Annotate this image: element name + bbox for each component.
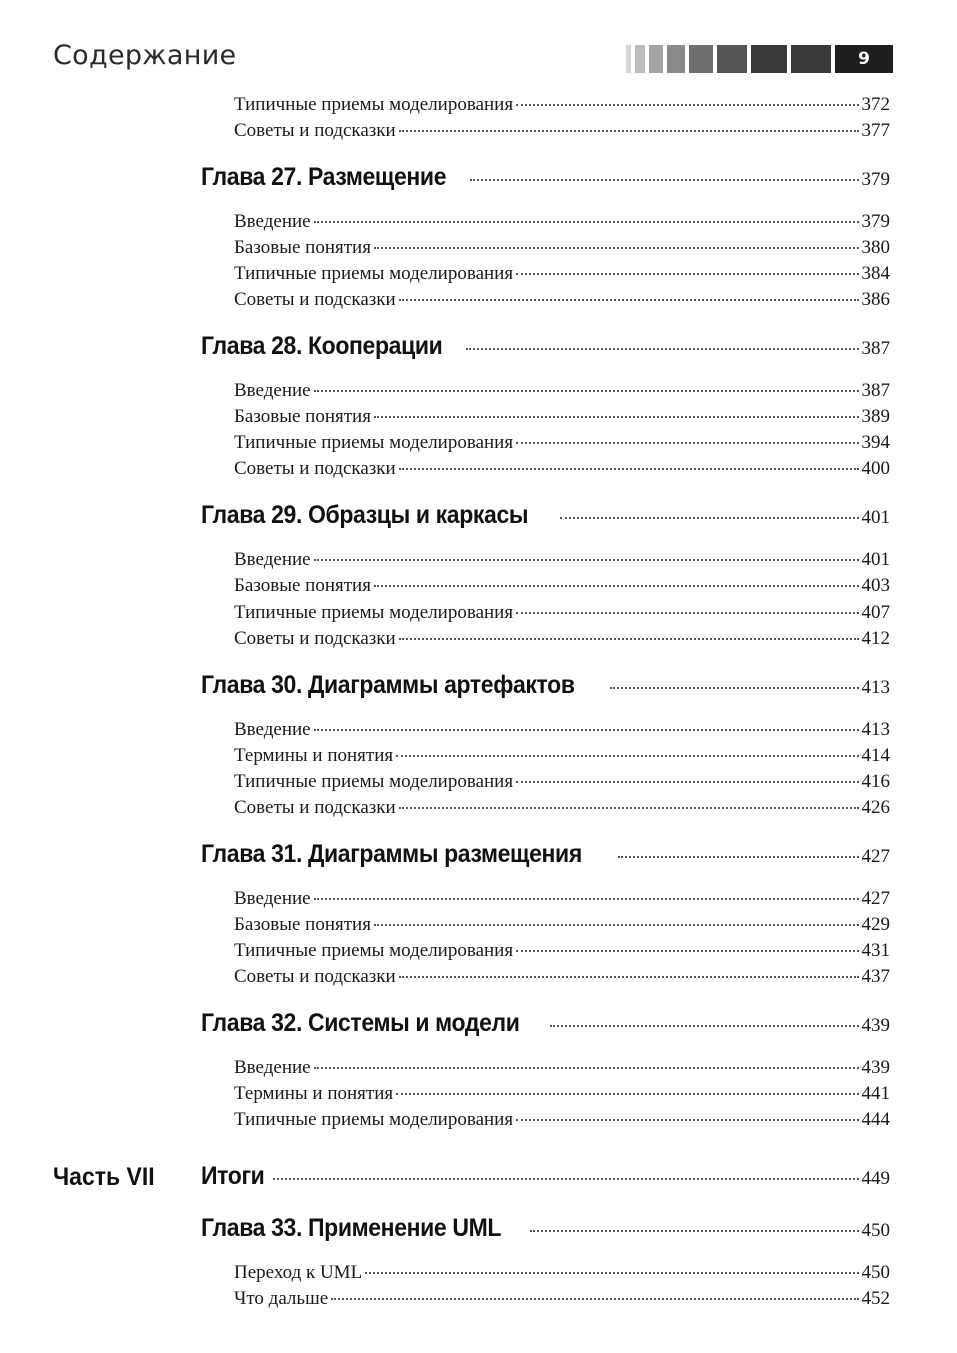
toc-chapter-page: 379 <box>861 169 890 190</box>
leader-dots <box>374 585 859 587</box>
leader-dots <box>399 468 859 470</box>
toc-entry-page: 377 <box>861 120 890 141</box>
toc-entry-page: 427 <box>861 888 890 909</box>
toc-entry-title: Типичные приемы моделирования <box>234 940 514 961</box>
toc-entry-page: 414 <box>861 745 890 766</box>
leader-dots <box>365 1272 858 1274</box>
toc-entry[interactable] <box>234 209 890 235</box>
toc-chapter-page: 401 <box>861 507 890 528</box>
leader-dots <box>374 416 859 418</box>
toc-chapter-title: Глава 30. Диаграммы артефактов <box>201 671 575 699</box>
toc-entry-page: 441 <box>861 1083 890 1104</box>
leader-dots <box>550 1025 858 1027</box>
toc-entry[interactable] <box>234 769 890 795</box>
bar-strip-2 <box>635 45 645 73</box>
leader-dots <box>610 687 858 689</box>
toc-chapter[interactable] <box>201 163 890 197</box>
toc-entry-title: Базовые понятия <box>234 914 371 935</box>
leader-dots <box>399 807 859 809</box>
bar-strip-4 <box>667 45 685 73</box>
toc-entry-title: Термины и понятия <box>234 745 394 766</box>
toc-entry-page: 394 <box>861 432 890 453</box>
toc-entry-title: Типичные приемы моделирования <box>234 94 514 115</box>
toc-entry[interactable] <box>234 430 890 456</box>
bar-strip-8 <box>791 45 831 73</box>
toc-entry[interactable] <box>234 743 890 769</box>
running-title: Содержание <box>53 40 237 71</box>
leader-dots <box>314 390 859 392</box>
toc-entry-title: Термины и понятия <box>234 1083 394 1104</box>
toc-chapter[interactable] <box>201 1214 890 1248</box>
toc-entry-page: 389 <box>861 406 890 427</box>
toc-entry-title: Типичные приемы моделирования <box>234 1109 514 1130</box>
toc-entry-page: 444 <box>861 1109 890 1130</box>
leader-dots <box>399 299 859 301</box>
toc-part-label: Часть VII <box>53 1163 155 1191</box>
toc-entry-page: 384 <box>861 263 890 284</box>
toc-entry-page: 426 <box>861 797 890 818</box>
toc-entry[interactable] <box>234 1286 890 1312</box>
toc-entry[interactable] <box>234 287 890 313</box>
toc-entry-page: 372 <box>861 94 890 115</box>
leader-dots <box>399 130 859 132</box>
toc-entry-title: Введение <box>234 549 311 570</box>
bar-strip-7 <box>751 45 787 73</box>
toc-entry-page: 401 <box>861 549 890 570</box>
toc-entry-page: 380 <box>861 237 890 258</box>
header-gradient-bar <box>626 45 893 73</box>
leader-dots <box>314 1067 859 1069</box>
leader-dots <box>516 781 858 783</box>
toc-chapter-page: 387 <box>861 338 890 359</box>
toc-entry[interactable] <box>234 1081 890 1107</box>
toc-entry-title: Базовые понятия <box>234 575 371 596</box>
toc-entry-title: Типичные приемы моделирования <box>234 771 514 792</box>
leader-dots <box>399 976 859 978</box>
toc-entry-page: 412 <box>861 628 890 649</box>
toc-entry-title: Типичные приемы моделирования <box>234 602 514 623</box>
toc-entry[interactable] <box>234 938 890 964</box>
toc-entry-title: Советы и подсказки <box>234 797 396 818</box>
toc-entry-page: 386 <box>861 289 890 310</box>
toc-entry[interactable] <box>234 912 890 938</box>
toc-entry-title: Введение <box>234 1057 311 1078</box>
toc-entry-title: Введение <box>234 888 311 909</box>
leader-dots <box>374 247 859 249</box>
toc-entry-title: Типичные приемы моделирования <box>234 432 514 453</box>
toc-entry[interactable] <box>234 626 890 652</box>
toc-entry-title: Советы и подсказки <box>234 289 396 310</box>
toc-chapter[interactable] <box>201 501 890 535</box>
toc-chapter-title: Глава 27. Размещение <box>201 163 447 191</box>
toc-entry-title: Что дальше <box>234 1288 329 1309</box>
toc-entry-page: 387 <box>861 380 890 401</box>
toc-entry[interactable] <box>234 964 890 990</box>
leader-dots <box>314 729 859 731</box>
leader-dots <box>331 1298 858 1300</box>
toc-entry-page: 416 <box>861 771 890 792</box>
leader-dots <box>516 950 858 952</box>
toc-entry[interactable] <box>234 1055 890 1081</box>
toc-chapter[interactable] <box>201 1009 890 1043</box>
toc-entry[interactable] <box>234 573 890 599</box>
toc-entry-page: 450 <box>861 1262 890 1283</box>
toc-entry[interactable] <box>234 547 890 573</box>
page-number: 9 <box>835 45 893 73</box>
toc-entry[interactable] <box>234 404 890 430</box>
toc-entry-page: 403 <box>861 575 890 596</box>
toc-entry[interactable] <box>234 118 890 144</box>
toc-entry-title: Советы и подсказки <box>234 628 396 649</box>
toc-part-page: 449 <box>861 1168 890 1189</box>
toc-part-title: Итоги <box>201 1162 265 1190</box>
toc-entry[interactable] <box>234 795 890 821</box>
toc-entry-title: Переход к UML <box>234 1262 363 1283</box>
toc-entry-title: Типичные приемы моделирования <box>234 263 514 284</box>
toc-entry-title: Базовые понятия <box>234 237 371 258</box>
toc-chapter-title: Глава 28. Кооперации <box>201 332 443 360</box>
toc-entry-page: 439 <box>861 1057 890 1078</box>
toc-entry-page: 429 <box>861 914 890 935</box>
leader-dots <box>399 638 859 640</box>
toc-entry[interactable] <box>234 1260 890 1286</box>
toc-entry[interactable] <box>234 261 890 287</box>
leader-dots <box>516 1119 858 1121</box>
leader-dots <box>314 559 859 561</box>
toc-chapter-page: 450 <box>861 1220 890 1241</box>
bar-strip-6 <box>717 45 747 73</box>
toc-entry-title: Советы и подсказки <box>234 966 396 987</box>
leader-dots <box>374 924 859 926</box>
leader-dots <box>530 1230 858 1232</box>
leader-dots <box>560 517 859 519</box>
leader-dots <box>516 273 858 275</box>
toc-entry-page: 452 <box>861 1288 890 1309</box>
leader-dots <box>314 221 859 223</box>
toc-entry[interactable] <box>234 456 890 482</box>
toc-chapter-title: Глава 29. Образцы и каркасы <box>201 501 529 529</box>
toc-entry[interactable] <box>234 600 890 626</box>
toc-entry-title: Советы и подсказки <box>234 120 396 141</box>
toc-entry-page: 413 <box>861 719 890 740</box>
toc-entry[interactable] <box>234 717 890 743</box>
toc-entry[interactable] <box>234 886 890 912</box>
toc-entry[interactable] <box>234 1107 890 1133</box>
leader-dots <box>516 612 858 614</box>
toc-entry[interactable] <box>234 235 890 261</box>
toc-entry-page: 431 <box>861 940 890 961</box>
bar-strip-3 <box>649 45 663 73</box>
bar-strip-1 <box>626 45 631 73</box>
toc-chapter-title: Глава 33. Применение UML <box>201 1214 502 1242</box>
leader-dots <box>396 1093 858 1095</box>
toc-chapter-title: Глава 31. Диаграммы размещения <box>201 840 582 868</box>
leader-dots <box>466 348 858 350</box>
toc-entry-title: Советы и подсказки <box>234 458 396 479</box>
toc-chapter-page: 413 <box>861 677 890 698</box>
bar-strip-5 <box>689 45 713 73</box>
toc-chapter[interactable] <box>201 332 890 366</box>
toc-entry-page: 379 <box>861 211 890 232</box>
toc-entry-title: Введение <box>234 380 311 401</box>
toc-entry-page: 407 <box>861 602 890 623</box>
leader-dots <box>396 755 858 757</box>
toc-chapter-page: 427 <box>861 846 890 867</box>
toc-chapter[interactable] <box>201 671 890 705</box>
toc-entry-title: Введение <box>234 211 311 232</box>
leader-dots <box>470 179 858 181</box>
toc-chapter[interactable] <box>201 840 890 874</box>
leader-dots <box>618 856 859 858</box>
leader-dots <box>516 442 858 444</box>
toc-chapter-page: 439 <box>861 1015 890 1036</box>
toc-chapter-title: Глава 32. Системы и модели <box>201 1009 520 1037</box>
leader-dots <box>516 104 858 106</box>
toc-entry-page: 437 <box>861 966 890 987</box>
leader-dots <box>273 1178 859 1180</box>
toc-entry-title: Введение <box>234 719 311 740</box>
toc-entry[interactable] <box>234 378 890 404</box>
toc-entry-page: 400 <box>861 458 890 479</box>
leader-dots <box>314 898 859 900</box>
toc-entry-title: Базовые понятия <box>234 406 371 427</box>
toc-part[interactable] <box>201 1162 890 1196</box>
toc-entry[interactable] <box>234 92 890 118</box>
